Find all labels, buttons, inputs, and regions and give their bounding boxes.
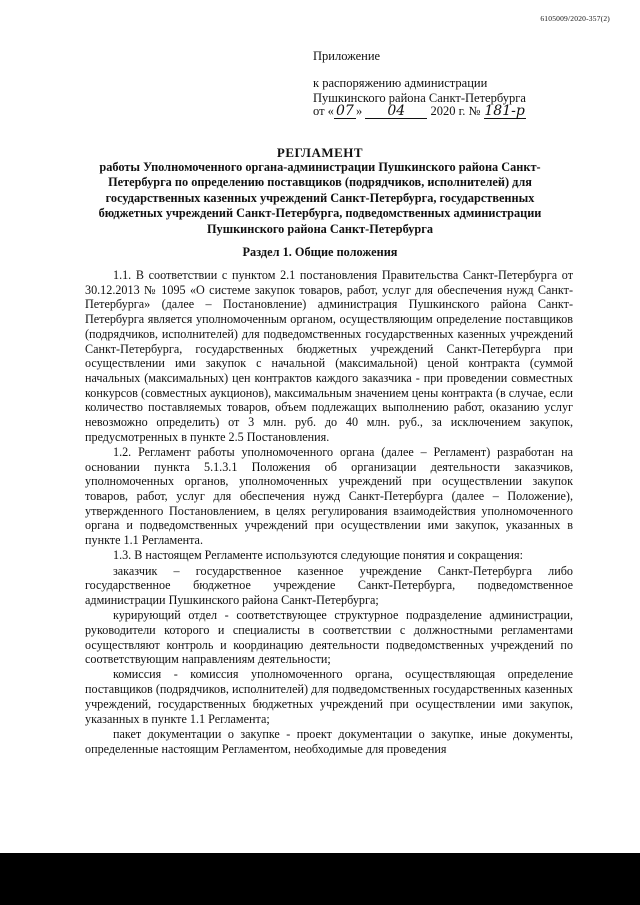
date-prefix: от « — [313, 104, 334, 118]
appendix-line-1: к распоряжению администрации — [313, 76, 488, 90]
date-day: 07 — [334, 105, 356, 119]
document-number: 6105009/2020-357(2) — [540, 14, 610, 23]
paragraph-1-2: 1.2. Регламент работы уполномоченного органа (далее – Регламент) разработан на основании пункта 5.1.3.1 Положения об организации деятельности заказчиков, уполномоченных органов, уполномоченных учреждений при осуществлении закупок товаров, работ, услуг для обеспечения нужд Санкт-Петербурга (далее – Положение), утвержденного Постановлением, в целях регулирования взаимодействия уполномоченного органа и подведомственных учреждений при осуществлении ими закупок, указанных в пункте 1.1 Регламента. — [85, 444, 573, 548]
document-body — [85, 268, 573, 756]
section-heading: Раздел 1. Общие положения — [242, 245, 398, 259]
paragraph-1-1: 1.1. В соответствии с пунктом 2.1 постановления Правительства Санкт-Петербурга от 30.12.2013 № 1095 «О системе закупок товаров, работ, услуг для обеспечения нужд Санкт-Петербурга» (далее – Постановление) администрация Пушкинского района Санкт-Петербурга является уполномоченным органом, осуществляющим определение поставщиков (подрядчиков, исполнителей) для подведомственных государственных казенных учреждений Санкт-Петербурга, государственных бюджетных учреждений Санкт-Петербурга при осуществлении ими закупок с начальной (максимальной) ценой контракта (суммой начальных (максимальных) цен контрактов каждого заказчика - при проведении совместных конкурсов (совместных аукционов), максимальным значением цены контракта (в случае, если количество поставляемых товаров, объем подлежащих выполнению работ, оказанию услуг невозможно определить) от 3 млн. руб. до 40 млн. руб., за исключением закупок, предусмотренных в пункте 2.5 Постановления. — [85, 268, 573, 444]
paragraph-1-3: 1.3. В настоящем Регламенте используются следующие понятия и сокращения: — [113, 548, 524, 563]
definition-curating-department: курирующий отдел - соответствующее структурное подразделение администрации, руководители которого и специалисты в соответствии с должностными регламентами осуществляют контроль и координацию деятельности подведомственных учреждений по соответствующим направлениям деятельности; — [85, 608, 573, 667]
appendix-title: Приложение — [313, 49, 381, 63]
appendix-line-2: Пушкинского района Санкт-Петербурга — [313, 91, 526, 105]
appendix-date-line — [313, 104, 526, 119]
date-quote: » — [355, 104, 363, 118]
document-title: РЕГЛАМЕНТ — [276, 145, 364, 160]
definition-document-package: пакет документации о закупке - проект документации о закупке, иные документы, определенные настоящим Регламентом, необходимые для проведения — [85, 726, 573, 756]
order-number: 181-р — [484, 103, 525, 119]
date-month: 04 — [365, 105, 427, 119]
definition-customer: заказчик – государственное казенное учреждение Санкт-Петербурга либо государственное бюджетное учреждение Санкт-Петербурга, подведомственное администрации Пушкинского района Санкт-Петербурга; — [85, 563, 573, 607]
scan-border — [0, 853, 640, 905]
document-subtitle: работы Уполномоченного органа-администрации Пушкинского района Санкт-Петербурга по определению поставщиков (подрядчиков, исполнителей) для государственных казенных учреждений Санкт-Петербурга, государственных бюджетных учреждений Санкт-Петербурга, подведомственных администрации Пушкинского района Санкт-Петербурга — [98, 160, 542, 236]
definition-commission: комиссия - комиссия уполномоченного органа, осуществляющая определение поставщиков (подрядчиков, исполнителей) для подведомственных государственных казенных учреждений, государственных бюджетных учреждений при осуществлении ими закупок, указанных в пункте 1.1 Регламента; — [85, 667, 573, 726]
date-year: 2020 г. № — [430, 104, 481, 118]
